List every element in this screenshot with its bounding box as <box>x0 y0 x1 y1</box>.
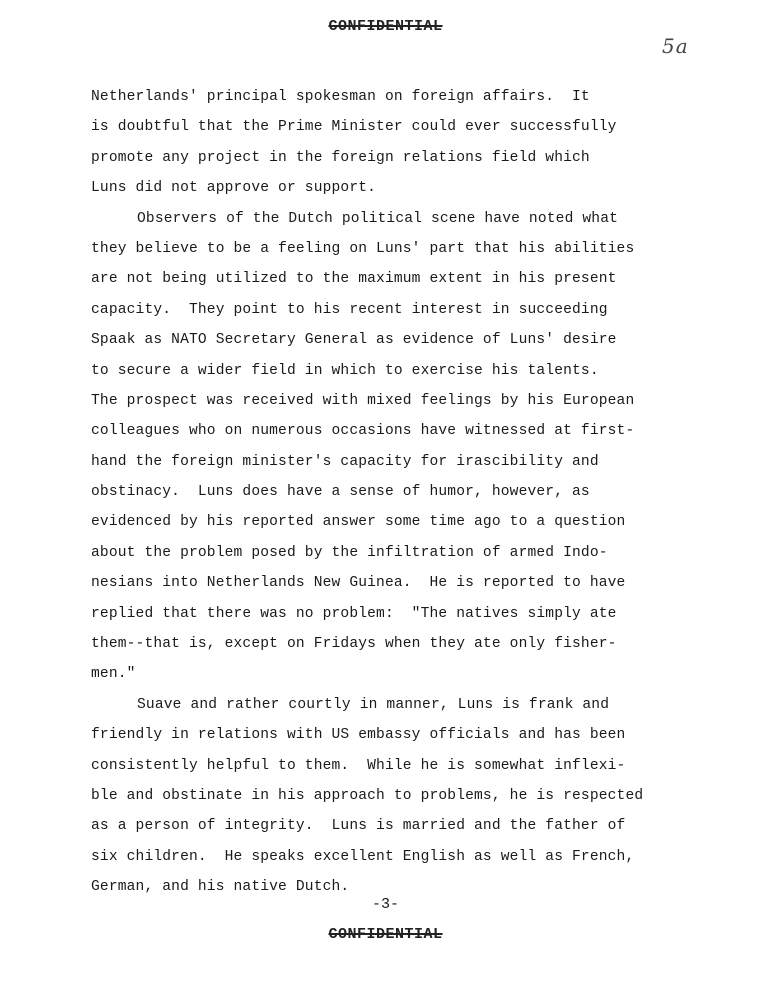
memo-body <box>91 82 691 903</box>
body-line: ble and obstinate in his approach to problems, he is respected <box>91 787 644 804</box>
classification-header <box>0 18 771 35</box>
body-line: replied that there was no problem: "The natives simply ate <box>91 605 617 622</box>
body-line: to secure a wider field in which to exercise his talents. <box>91 362 599 379</box>
page-number: -3- <box>371 896 399 913</box>
body-line: Suave and rather courtly in manner, Luns is frank and <box>137 696 610 713</box>
body-line: is doubtful that the Prime Minister could ever successfully <box>91 119 617 136</box>
body-line: consistently helpful to them. While he is somewhat inflexi- <box>91 757 626 774</box>
body-line: capacity. They point to his recent interest in succeeding <box>91 301 608 318</box>
body-line: men." <box>91 666 136 683</box>
body-line: German, and his native Dutch. <box>91 879 350 896</box>
body-line: obstinacy. Luns does have a sense of humor, however, as <box>91 484 590 501</box>
body-line: Spaak as NATO Secretary General as evidence of Luns' desire <box>91 332 617 349</box>
body-line: are not being utilized to the maximum extent in his present <box>91 271 617 288</box>
body-line: evidenced by his reported answer some time ago to a question <box>91 514 626 531</box>
classification-footer <box>0 926 771 943</box>
classification-bottom-label: CONFIDENTIAL <box>328 926 443 943</box>
body-line: them--that is, except on Fridays when they ate only fisher- <box>91 636 617 653</box>
body-line: hand the foreign minister's capacity for irascibility and <box>91 453 599 470</box>
body-line: they believe to be a feeling on Luns' part that his abilities <box>91 240 635 257</box>
body-line: The prospect was received with mixed feelings by his European <box>91 392 635 409</box>
body-line: as a person of integrity. Luns is married and the father of <box>91 818 626 835</box>
body-line: friendly in relations with US embassy officials and has been <box>91 727 626 744</box>
body-line: colleagues who on numerous occasions have witnessed at first- <box>91 423 635 440</box>
body-line: Observers of the Dutch political scene have noted what <box>137 210 619 227</box>
body-line: Luns did not approve or support. <box>91 180 377 197</box>
body-line: six children. He speaks excellent English as well as French, <box>91 848 635 865</box>
body-line: nesians into Netherlands New Guinea. He is reported to have <box>91 575 626 592</box>
handwritten-page-mark: 5a <box>662 34 689 58</box>
body-line: about the problem posed by the infiltration of armed Indo- <box>91 544 608 561</box>
body-line: promote any project in the foreign relations field which <box>91 149 590 166</box>
body-line: Netherlands' principal spokesman on foreign affairs. It <box>91 89 590 105</box>
classification-top-label: CONFIDENTIAL <box>328 18 443 35</box>
